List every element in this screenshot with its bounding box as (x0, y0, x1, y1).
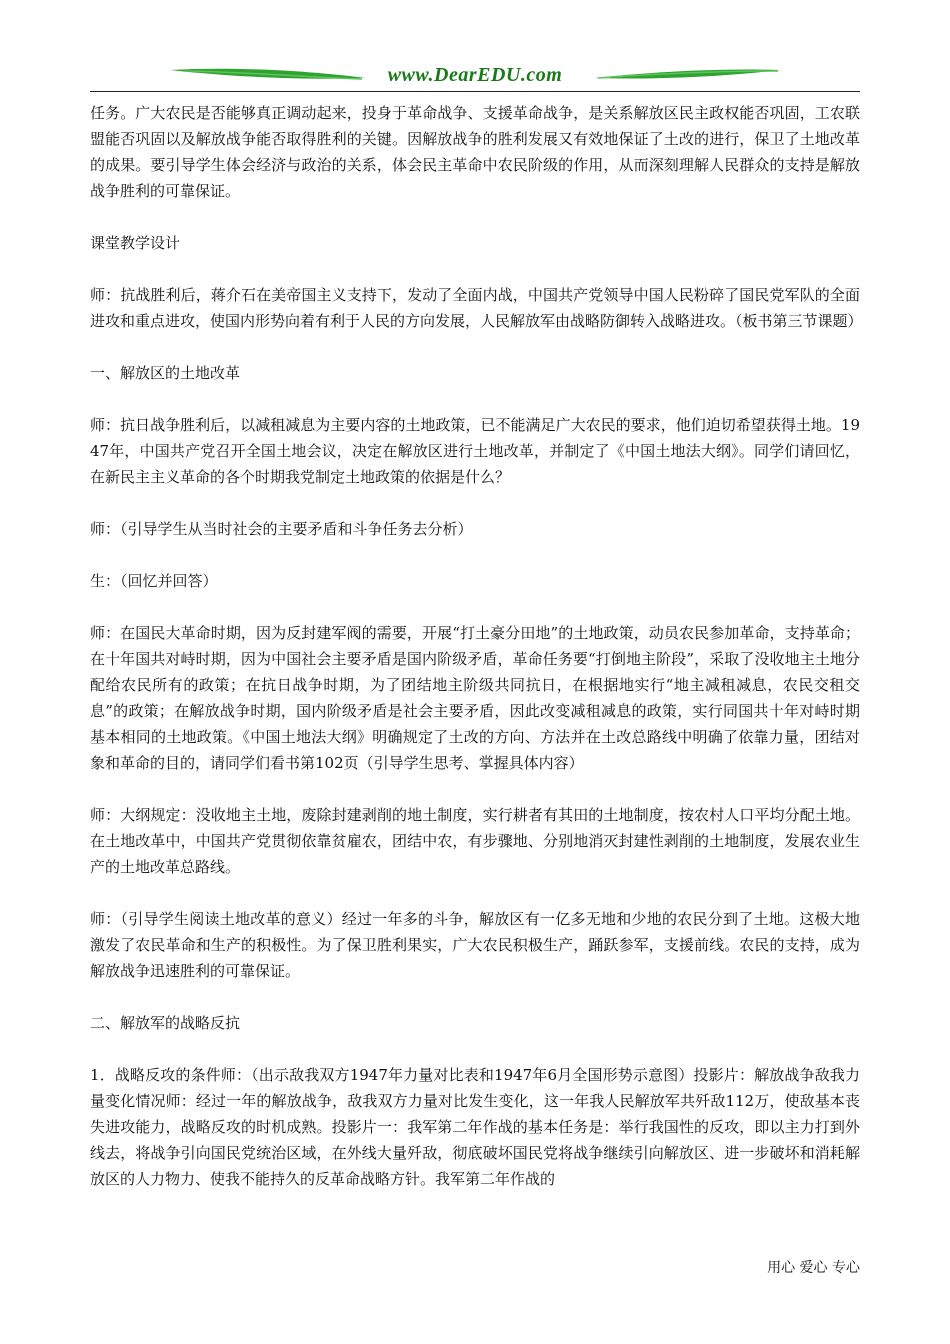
page-footer: 用心 爱心 专心 (767, 1260, 860, 1276)
site-url[interactable]: www.DearEDU.com (387, 64, 563, 86)
paragraph-12: 1．战略反攻的条件师：（出示敌我双方1947年力量对比表和1947年6月全国形势示意图）投影片：解放战争敌我力量变化情况师：经过一年的解放战争，敌我双方力量对比发生变化，这一年我人民解放军共歼敌112万，使敌基本丧失进攻能力，战略反攻的时机成熟。投影片一：我军第二年作战的基本任务是：举行我国性的反攻，即以主力打到外线去，将战争引向国民党统治区域，在外线大量歼敌，彻底破坏国民党将战争继续引向解放区、进一步破坏和消耗解放区的人力物力、使我不能持久的反革命战略方针。我军第二年作战的 (90, 1066, 860, 1188)
paragraph-6: 师：（引导学生从当时社会的主要矛盾和斗争任务去分析） (90, 520, 473, 538)
paragraph-3: 师：抗战胜利后，蒋介石在美帝国主义支持下，发动了全面内战，中国共产党领导中国人民粉碎了国民党军队的全面进攻和重点进攻，使国内形势向着有利于人民的方向发展，人民解放军由战略防御转入战略进攻。（板书第三节课题） (90, 286, 863, 330)
document-body (90, 100, 863, 1218)
page-header (90, 62, 860, 92)
paragraph-10: 师：（引导学生阅读土地改革的意义）经过一年多的斗争，解放区有一亿多无地和少地的农民分到了土地。这极大地激发了农民革命和生产的积极性。为了保卫胜利果实，广大农民积极生产，踊跃参军，支援前线。农民的支持，成为解放战争迅速胜利的可靠保证。 (90, 910, 860, 980)
paragraph-5: 师：抗日战争胜利后，以减租减息为主要内容的土地政策，已不能满足广大农民的要求，他们迫切希望获得土地。1947年，中国共产党召开全国土地会议，决定在解放区进行土地改革，并制定了《中国土地法大纲》。同学们请回忆，在新民主主义革命的各个时期我党制定土地政策的依据是什么？ (90, 416, 860, 486)
header-divider (90, 91, 860, 92)
paragraph-9: 师：大纲规定：没收地主土地，废除封建剥削的地土制度，实行耕者有其田的土地制度，按农村人口平均分配土地。在土地改革中，中国共产党贯彻依靠贫雇农，团结中农，有步骤地、分别地消灭封建性剥削的土地制度，发展农业生产的土地改革总路线。 (90, 806, 860, 876)
paragraph-1: 任务。广大农民是否能够真正调动起来，投身于革命战争、支援革命战争，是关系解放区民主政权能否巩固，工农联盟能否巩固以及解放战争能否取得胜利的关键。因解放战争的胜利发展又有效地保证了土改的进行，保卫了土地改革的成果。要引导学生体会经济与政治的关系，体会民主革命中农民阶级的作用，从而深刻理解人民群众的支持是解放战争胜利的可靠保证。 (90, 104, 860, 200)
section-heading-lesson-design: 课堂教学设计 (90, 234, 181, 252)
section-heading-land-reform: 一、解放区的土地改革 (90, 364, 241, 382)
paragraph-8: 师：在国民大革命时期，因为反封建军阀的需要，开展“打土豪分田地”的土地政策，动员农民参加革命，支持革命；在十年国共对峙时期，因为中国社会主要矛盾是国内阶级矛盾，革命任务要“打倒地主阶段”，采取了没收地主土地分配给农民所有的政策；在抗日战争时期，为了团结地主阶级共同抗日，在根据地实行“地主减租减息，农民交租交息”的政策；在解放战争时期，国内阶级矛盾是社会主要矛盾，因此改变减租减息的政策，实行同国共十年对峙时期基本相同的土地政策。《中国土地法大纲》明确规定了土改的方向、方法并在土改总路线中明确了依靠力量，团结对象和革命的目的，请同学们看书第102页（引导学生思考、掌握具体内容） (90, 624, 860, 772)
paragraph-7: 生：（回忆并回答） (90, 572, 218, 590)
section-heading-counteroffensive: 二、解放军的战略反抗 (90, 1014, 241, 1032)
